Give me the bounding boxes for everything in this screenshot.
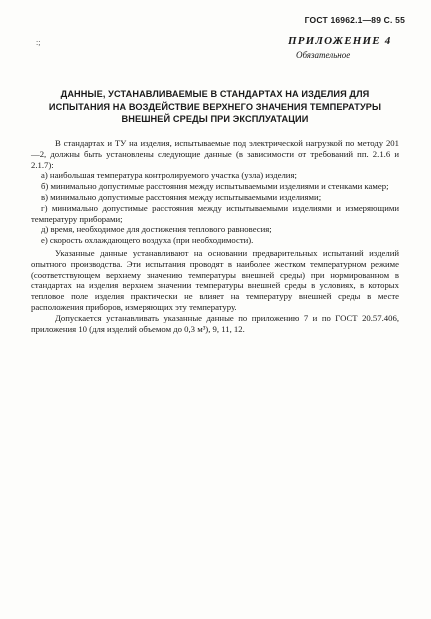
title-line: ИСПЫТАНИЯ НА ВОЗДЕЙСТВИЕ ВЕРХНЕГО ЗНАЧЕНИЯ ТЕМПЕРАТУРЫ: [48, 101, 382, 112]
appendix-block: [288, 35, 398, 60]
list-item: е) скорость охлаждающего воздуха (при необходимости).: [41, 235, 254, 246]
list-item: б) минимально допустимые расстояния между испытываемыми изделиями и стенками камер;: [41, 181, 389, 192]
margin-mark: :;: [36, 38, 41, 47]
appendix-label: ПРИЛОЖЕНИЕ 4: [288, 35, 392, 47]
list-item: а) наибольшая температура контролируемого участка (узла) изделия;: [41, 170, 297, 181]
section-title: [30, 88, 400, 126]
body-text: [31, 138, 399, 334]
paragraph: Указанные данные устанавливают на основании предварительных испытаний изделий опытного производства. Эти испытания проводят в наиболее жестком температурном режиме (соответствующем верхнему значению температуры внешней среды) при нормированном в стандартах на изделия верхнем значении температуры внешней среды в условиях, в которых тепловое поле изделия практически не влияет на температуру внешней среды в месте расположения приборов, измеряющих эту температуру.: [31, 247, 399, 312]
title-line: ВНЕШНЕЙ СРЕДЫ ПРИ ЭКСПЛУАТАЦИИ: [121, 114, 309, 124]
list-item: д) время, необходимое для достижения теплового равновесия;: [41, 224, 272, 235]
paragraph: Допускается устанавливать указанные данные по приложению 7 и по ГОСТ 20.57.406, приложения 10 (для изделий объемом до 0,3 м³), 9, 11, 12.: [31, 312, 399, 334]
intro-paragraph: В стандартах и ТУ на изделия, испытываемые под электрической нагрузкой по методу 201—2, должны быть установлены следующие данные (в зависимости от требований пп. 2.1.6 и 2.1.7):: [31, 138, 399, 170]
title-line: ДАННЫЕ, УСТАНАВЛИВАЕМЫЕ В СТАНДАРТАХ НА ИЗДЕЛИЯ ДЛЯ: [60, 89, 370, 99]
appendix-status: Обязательное: [296, 50, 351, 60]
list-item: г) минимально допустимые расстояния между испытываемыми изделиями и измеряющими температуру приборами;: [31, 202, 399, 224]
list-item: в) минимально допустимые расстояния между испытываемыми изделиями;: [41, 191, 322, 202]
page-header: ГОСТ 16962.1—89 С. 55: [304, 15, 405, 25]
